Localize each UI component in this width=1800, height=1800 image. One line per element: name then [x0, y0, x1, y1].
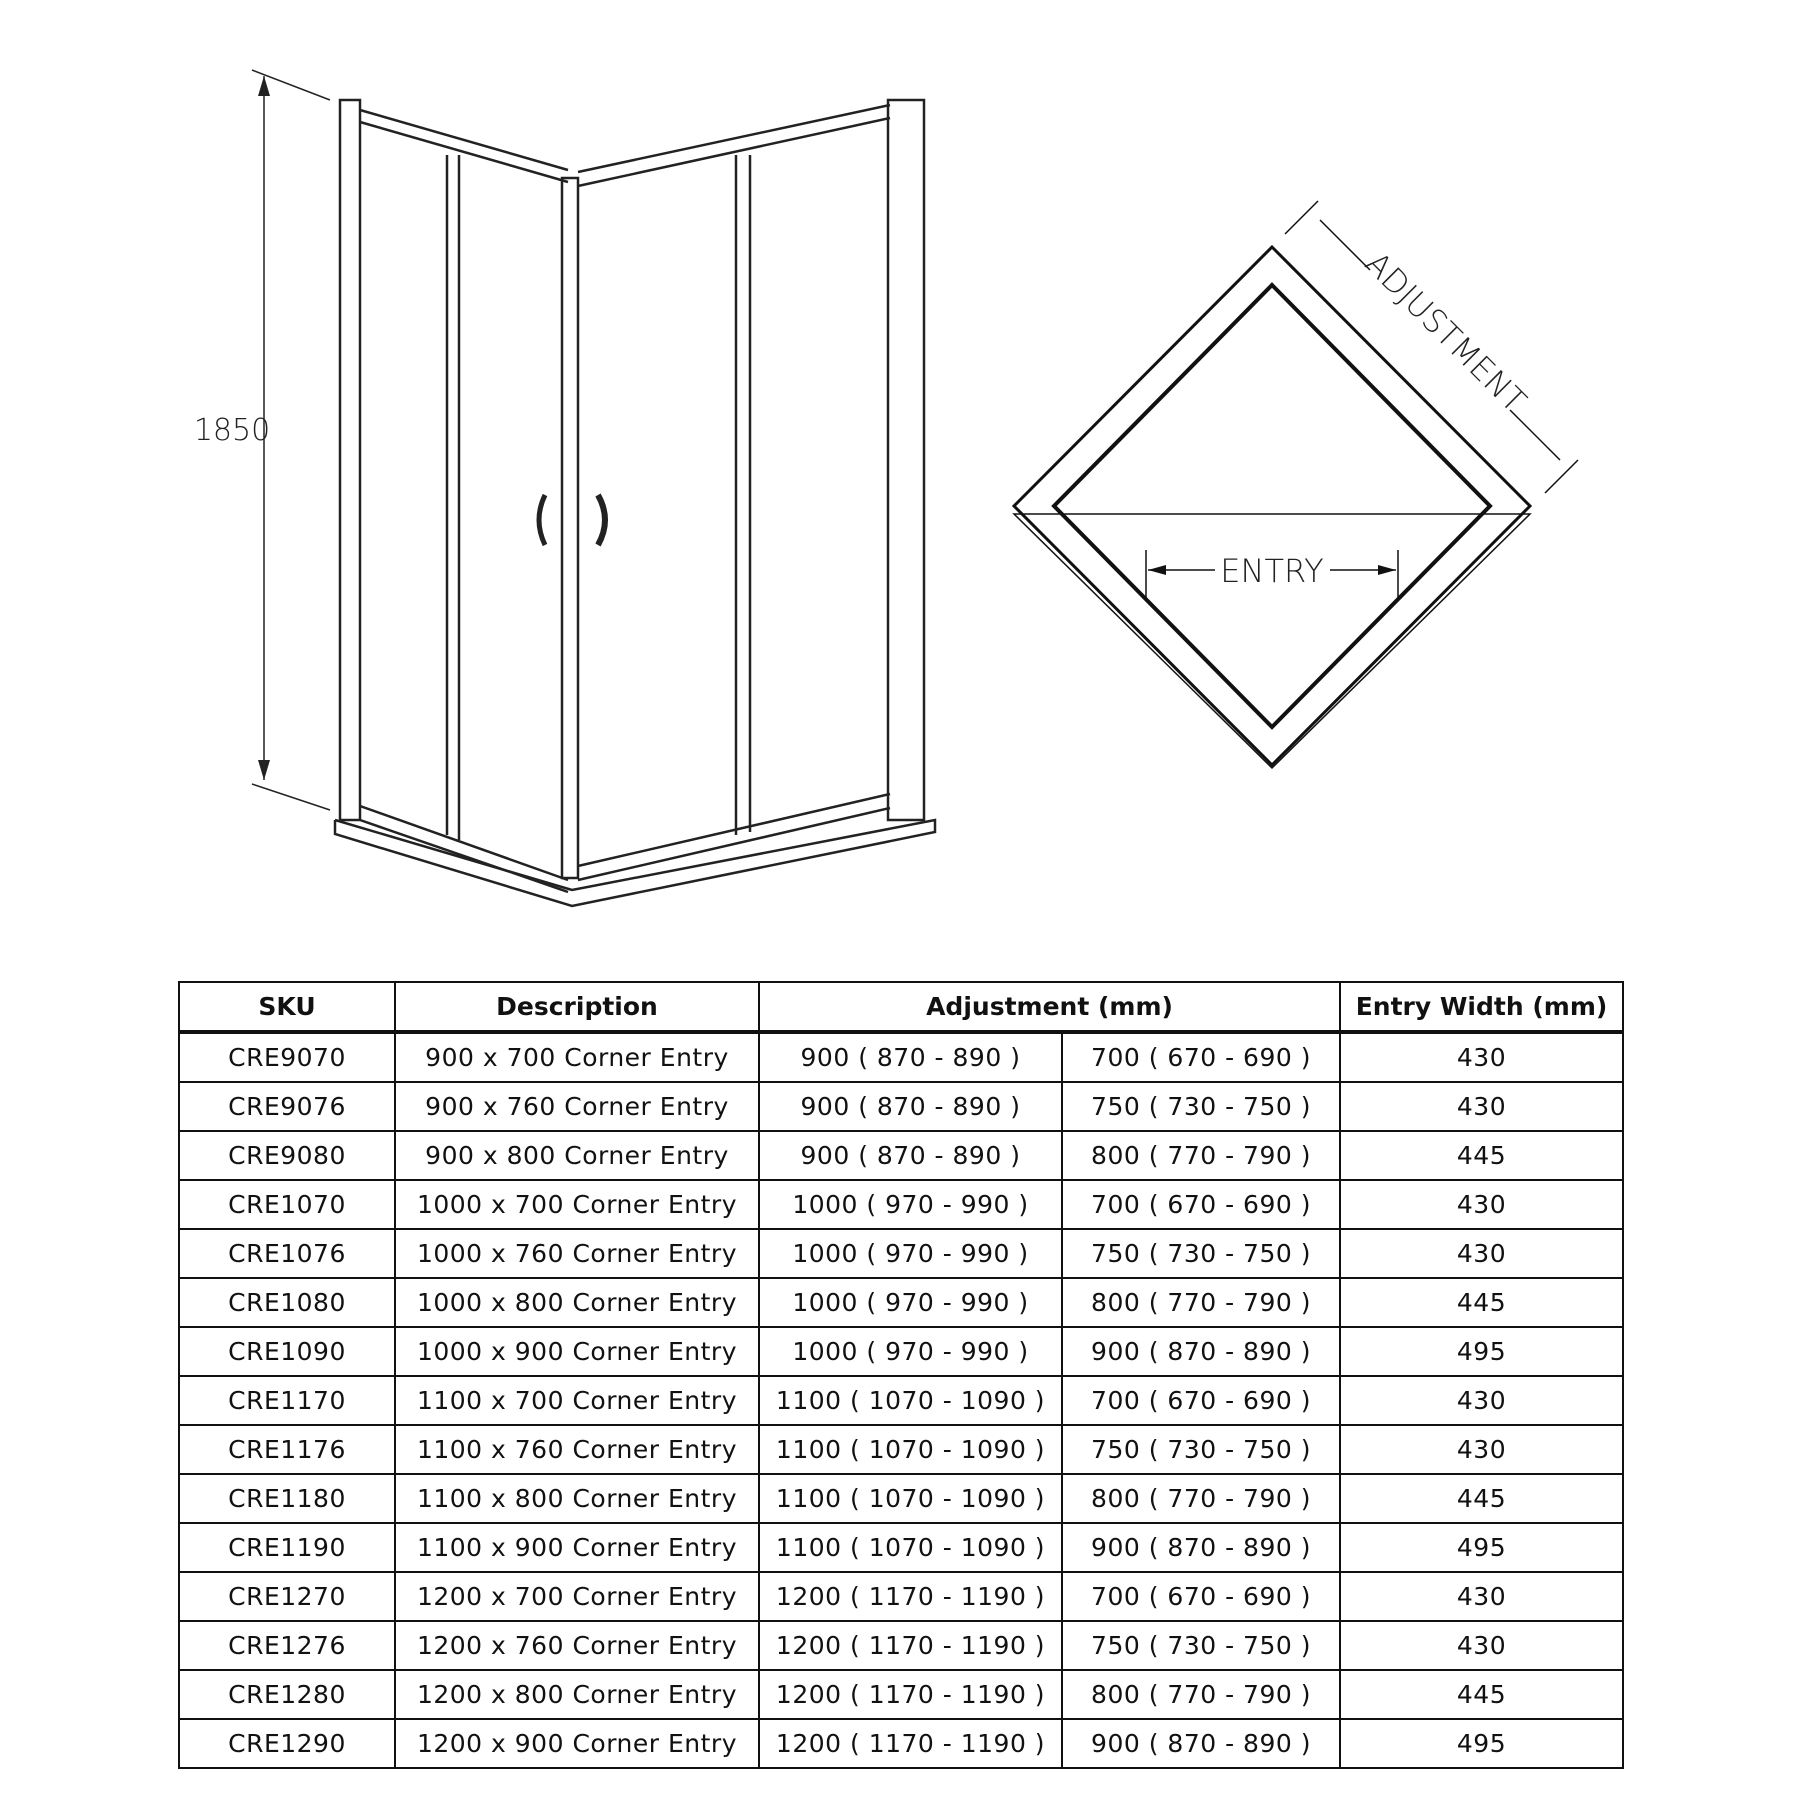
- sku-cell: CRE1190: [179, 1523, 395, 1572]
- sku-cell: CRE1276: [179, 1621, 395, 1670]
- adjustment-width-cell: 1200 ( 1170 - 1190 ): [759, 1719, 1062, 1768]
- adjustment-width-cell: 1100 ( 1070 - 1090 ): [759, 1523, 1062, 1572]
- table-row: [179, 1474, 1623, 1523]
- table-row: [179, 1327, 1623, 1376]
- adjustment-width-cell: 1100 ( 1070 - 1090 ): [759, 1425, 1062, 1474]
- adjustment-depth-cell: 800 ( 770 - 790 ): [1062, 1474, 1340, 1523]
- adjustment-width-cell: 1000 ( 970 - 990 ): [759, 1180, 1062, 1229]
- table-row: [179, 1278, 1623, 1327]
- sku-cell: CRE1170: [179, 1376, 395, 1425]
- entry-width-cell: 430: [1340, 1621, 1623, 1670]
- table-header-row: [179, 982, 1623, 1032]
- adjustment-width-cell: 900 ( 870 - 890 ): [759, 1032, 1062, 1082]
- sku-cell: CRE9076: [179, 1082, 395, 1131]
- adjustment-depth-cell: 900 ( 870 - 890 ): [1062, 1523, 1340, 1572]
- sku-cell: CRE1070: [179, 1180, 395, 1229]
- table-row: [179, 1229, 1623, 1278]
- adjustment-depth-cell: 700 ( 670 - 690 ): [1062, 1032, 1340, 1082]
- adjustment-depth-cell: 800 ( 770 - 790 ): [1062, 1670, 1340, 1719]
- header-adjustment: Adjustment (mm): [759, 982, 1340, 1032]
- entry-width-cell: 430: [1340, 1376, 1623, 1425]
- adjustment-width-cell: 1000 ( 970 - 990 ): [759, 1278, 1062, 1327]
- description-cell: 1200 x 900 Corner Entry: [395, 1719, 759, 1768]
- table-row: [179, 1425, 1623, 1474]
- entry-width-cell: 430: [1340, 1032, 1623, 1082]
- entry-width-cell: 495: [1340, 1523, 1623, 1572]
- entry-width-cell: 445: [1340, 1278, 1623, 1327]
- description-cell: 1100 x 900 Corner Entry: [395, 1523, 759, 1572]
- header-entry-width: Entry Width (mm): [1340, 982, 1623, 1032]
- sku-cell: CRE1290: [179, 1719, 395, 1768]
- sku-cell: CRE1176: [179, 1425, 395, 1474]
- table-row: [179, 1523, 1623, 1572]
- entry-width-cell: 445: [1340, 1670, 1623, 1719]
- entry-width-cell: 495: [1340, 1327, 1623, 1376]
- adjustment-width-cell: 1200 ( 1170 - 1190 ): [759, 1572, 1062, 1621]
- description-cell: 1000 x 900 Corner Entry: [395, 1327, 759, 1376]
- description-cell: 1100 x 760 Corner Entry: [395, 1425, 759, 1474]
- adjustment-depth-cell: 900 ( 870 - 890 ): [1062, 1719, 1340, 1768]
- table-row: [179, 1719, 1623, 1768]
- adjustment-depth-cell: 700 ( 670 - 690 ): [1062, 1572, 1340, 1621]
- sku-cell: CRE9080: [179, 1131, 395, 1180]
- adjustment-depth-cell: 750 ( 730 - 750 ): [1062, 1082, 1340, 1131]
- sku-cell: CRE1180: [179, 1474, 395, 1523]
- description-cell: 1000 x 760 Corner Entry: [395, 1229, 759, 1278]
- specification-table: [178, 981, 1624, 1769]
- entry-width-cell: 445: [1340, 1474, 1623, 1523]
- adjustment-width-cell: 900 ( 870 - 890 ): [759, 1082, 1062, 1131]
- entry-width-cell: 445: [1340, 1131, 1623, 1180]
- height-dimension-label: 1850: [193, 413, 271, 448]
- table-body: [179, 1032, 1623, 1768]
- adjustment-width-cell: 1100 ( 1070 - 1090 ): [759, 1376, 1062, 1425]
- description-cell: 1200 x 800 Corner Entry: [395, 1670, 759, 1719]
- entry-width-cell: 430: [1340, 1229, 1623, 1278]
- adjustment-width-cell: 1200 ( 1170 - 1190 ): [759, 1621, 1062, 1670]
- description-cell: 1200 x 760 Corner Entry: [395, 1621, 759, 1670]
- header-sku: SKU: [179, 982, 395, 1032]
- table-row: [179, 1621, 1623, 1670]
- table-row: [179, 1572, 1623, 1621]
- description-cell: 1200 x 700 Corner Entry: [395, 1572, 759, 1621]
- header-description: Description: [395, 982, 759, 1032]
- adjustment-depth-cell: 750 ( 730 - 750 ): [1062, 1229, 1340, 1278]
- adjustment-width-cell: 900 ( 870 - 890 ): [759, 1131, 1062, 1180]
- sku-cell: CRE1090: [179, 1327, 395, 1376]
- adjustment-width-cell: 1200 ( 1170 - 1190 ): [759, 1670, 1062, 1719]
- sku-cell: CRE1280: [179, 1670, 395, 1719]
- entry-label: ENTRY: [1220, 552, 1324, 590]
- table-row: [179, 1180, 1623, 1229]
- description-cell: 1000 x 800 Corner Entry: [395, 1278, 759, 1327]
- adjustment-depth-cell: 800 ( 770 - 790 ): [1062, 1278, 1340, 1327]
- table-row: [179, 1376, 1623, 1425]
- adjustment-depth-cell: 800 ( 770 - 790 ): [1062, 1131, 1340, 1180]
- table-row: [179, 1032, 1623, 1082]
- adjustment-width-cell: 1000 ( 970 - 990 ): [759, 1327, 1062, 1376]
- table-row: [179, 1082, 1623, 1131]
- adjustment-depth-cell: 700 ( 670 - 690 ): [1062, 1180, 1340, 1229]
- description-cell: 900 x 700 Corner Entry: [395, 1032, 759, 1082]
- adjustment-depth-cell: 750 ( 730 - 750 ): [1062, 1621, 1340, 1670]
- description-cell: 1000 x 700 Corner Entry: [395, 1180, 759, 1229]
- sku-cell: CRE1270: [179, 1572, 395, 1621]
- sku-cell: CRE1080: [179, 1278, 395, 1327]
- elevation-view: [252, 70, 935, 906]
- adjustment-depth-cell: 700 ( 670 - 690 ): [1062, 1376, 1340, 1425]
- entry-width-cell: 430: [1340, 1082, 1623, 1131]
- description-cell: 900 x 800 Corner Entry: [395, 1131, 759, 1180]
- description-cell: 1100 x 700 Corner Entry: [395, 1376, 759, 1425]
- entry-width-cell: 430: [1340, 1180, 1623, 1229]
- adjustment-depth-cell: 900 ( 870 - 890 ): [1062, 1327, 1340, 1376]
- adjustment-width-cell: 1000 ( 970 - 990 ): [759, 1229, 1062, 1278]
- entry-width-cell: 430: [1340, 1572, 1623, 1621]
- entry-width-cell: 430: [1340, 1425, 1623, 1474]
- plan-view: [1014, 201, 1578, 768]
- description-cell: 1100 x 800 Corner Entry: [395, 1474, 759, 1523]
- sku-cell: CRE1076: [179, 1229, 395, 1278]
- table-row: [179, 1131, 1623, 1180]
- entry-width-cell: 495: [1340, 1719, 1623, 1768]
- adjustment-width-cell: 1100 ( 1070 - 1090 ): [759, 1474, 1062, 1523]
- table-row: [179, 1670, 1623, 1719]
- adjustment-depth-cell: 750 ( 730 - 750 ): [1062, 1425, 1340, 1474]
- adjustment-label: ADJUSTMENT: [1357, 244, 1534, 421]
- sku-cell: CRE9070: [179, 1032, 395, 1082]
- description-cell: 900 x 760 Corner Entry: [395, 1082, 759, 1131]
